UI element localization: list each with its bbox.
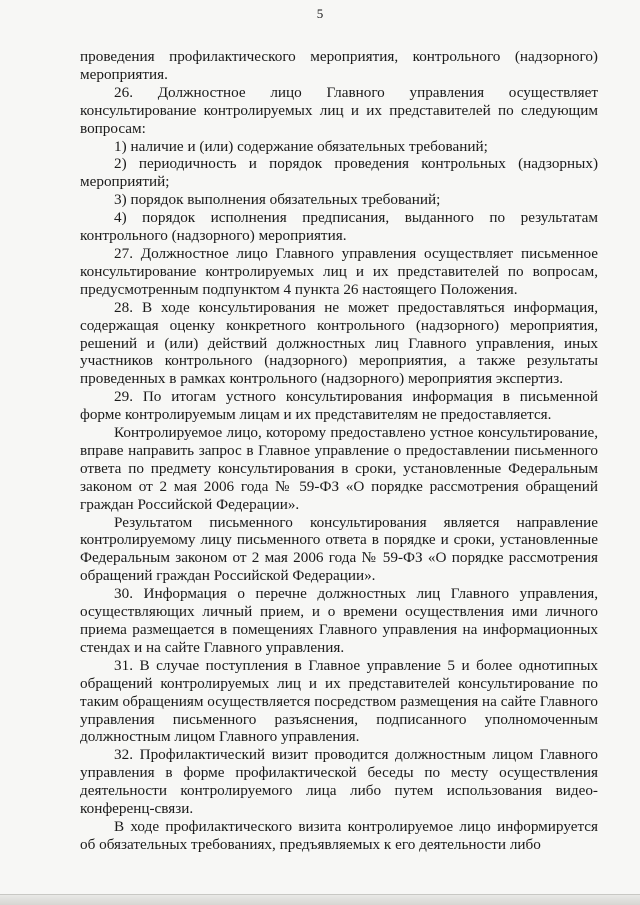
paragraph: 3) порядок выполнения обязательных требований; [114, 191, 441, 209]
paragraph: Контролируемое лицо, которому предоставлено устное консультирование, вправе направить запрос в Главное управление о предоставлении письменного ответа по предмету консультирования в сроки, установленные Федеральным законом от 2 мая 2006 года № 59-ФЗ «О порядке рассмотрения обращений граждан Российской Федерации». [80, 424, 598, 513]
paragraph: Результатом письменного консультирования является направление контролируемому лицу письменного ответа в порядке и сроки, установленные Федеральным законом от 2 мая 2006 года № 59-ФЗ «О порядке рассмотрения обращений граждан Российской Федерации». [80, 513, 598, 585]
document-body [80, 48, 598, 854]
page-number: 5 [316, 6, 324, 21]
scan-bottom-edge [0, 894, 640, 905]
paragraph: 32. Профилактический визит проводится должностным лицом Главного управления в форме профилактической беседы по месту осуществления деятельности контролируемого лица либо путем использования видео-конференц-связи. [80, 746, 598, 818]
paragraph: 28. В ходе консультирования не может предоставляться информация, содержащая оценку конкретного контрольного (надзорного) мероприятия, решений и (или) действий должностных лиц Главного управления, иных участников контрольного (надзорного) мероприятия, а также результаты проведенных в рамках контрольного (надзорного) мероприятия экспертиз. [80, 298, 598, 388]
paragraph: 26. Должностное лицо Главного управления осуществляет консультирование контролируемых лиц и их представителей по следующим вопросам: [80, 83, 598, 137]
paragraph: 29. По итогам устного консультирования информация в письменной форме контролируемым лицам и их представителям не предоставляется. [80, 388, 598, 424]
paragraph: 31. В случае поступления в Главное управление 5 и более однотипных обращений контролируемых лиц и их представителей консультирование по таким обращениям осуществляется посредством размещения на сайте Главного управления письменного разъяснения, подписанного уполномоченным должностным лицом Главного управления. [80, 656, 598, 746]
paragraph: 2) периодичность и порядок проведения контрольных (надзорных) мероприятий; [80, 155, 598, 191]
paragraph: 30. Информация о перечне должностных лиц Главного управления, осуществляющих личный прием, и о времени осуществления ими личного приема размещается в помещениях Главного управления на информационных стендах и на сайте Главного управления. [80, 585, 598, 656]
paragraph: 1) наличие и (или) содержание обязательных требований; [114, 137, 488, 155]
paragraph: В ходе профилактического визита контролируемое лицо информируется об обязательных требованиях, предъявляемых к его деятельности либо [80, 817, 598, 853]
paragraph: проведения профилактического мероприятия, контрольного (надзорного) мероприятия. [80, 48, 598, 83]
paragraph: 4) порядок исполнения предписания, выданного по результатам контрольного (надзорного) мероприятия. [80, 209, 598, 245]
paragraph: 27. Должностное лицо Главного управления осуществляет письменное консультирование контролируемых лиц и их представителей по вопросам, предусмотренным подпунктом 4 пункта 26 настоящего Положения. [80, 244, 598, 298]
